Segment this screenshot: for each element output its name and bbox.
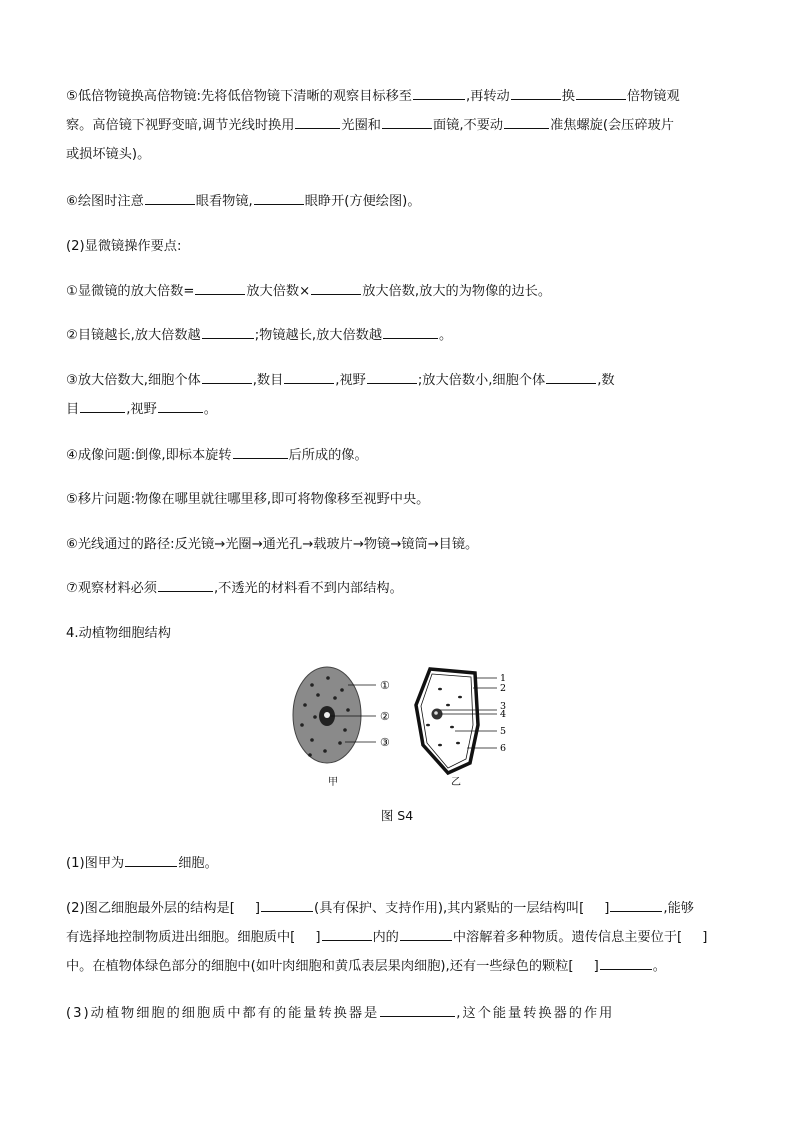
text: 中。在植物体绿色部分的细胞中(如叶肉细胞和黄瓜表层果肉细胞),还有一些绿色的颗粒[ [66, 959, 574, 974]
question-3 [66, 999, 730, 1028]
answer-blank[interactable] [400, 925, 452, 941]
question-2 [66, 894, 730, 981]
answer-blank[interactable] [600, 954, 652, 970]
answer-blank[interactable] [504, 113, 549, 129]
paragraph-imaging [66, 441, 730, 470]
text: (3)动植物细胞的细胞质中都有的能量转换器是 [66, 1006, 380, 1021]
text: ;物镜越长,放大倍数越 [254, 328, 383, 343]
text: ⑥绘图时注意 [66, 194, 144, 209]
text: ] [315, 930, 321, 945]
label-num-5: 5 [500, 726, 507, 737]
answer-blank[interactable] [254, 189, 304, 205]
text: 后所成的像。 [288, 448, 368, 463]
section-heading-microscope-points: (2)显微镜操作要点: [66, 239, 182, 254]
text: 眼睁开(方便绘图)。 [304, 194, 421, 209]
label-mark-3: ③ [380, 736, 390, 749]
answer-blank[interactable] [158, 576, 213, 592]
nucleolus [324, 712, 330, 718]
label-jia: 甲 [328, 777, 338, 788]
text: ] [604, 901, 610, 916]
text: 中溶解着多种物质。遗传信息主要位于[ [452, 930, 683, 945]
text: 面镜,不要动 [432, 118, 504, 133]
paragraph-light-path: ⑥光线通过的路径:反光镜→光圈→通光孔→载玻片→物镜→镜筒→目镜。 [66, 537, 479, 552]
answer-blank[interactable] [195, 279, 245, 295]
text: ,数目 [252, 373, 284, 388]
question-1 [66, 849, 730, 878]
text: 察。高倍镜下视野变暗,调节光线时换用 [66, 118, 295, 133]
answer-blank[interactable] [383, 323, 438, 339]
answer-blank[interactable] [80, 397, 125, 413]
cell-structure-figure [290, 665, 520, 790]
text: ;放大倍数小,细胞个体 [417, 373, 546, 388]
paragraph-magnification [66, 277, 730, 306]
text: 或损坏镜头)。 [66, 147, 151, 162]
answer-blank[interactable] [511, 84, 561, 100]
text: 。 [652, 959, 666, 974]
answer-blank[interactable] [202, 368, 252, 384]
text: 。 [203, 402, 217, 417]
text: ] [593, 959, 599, 974]
label-num-1: 1 [500, 673, 507, 684]
figure-caption: 图 S4 [380, 808, 414, 823]
paragraph-lens-length [66, 321, 730, 350]
text: ⑦观察材料必须 [66, 581, 157, 596]
answer-blank[interactable] [367, 368, 417, 384]
paragraph-material [66, 574, 730, 603]
text: (1)图甲为 [66, 856, 125, 871]
answer-blank[interactable] [284, 368, 334, 384]
text: 内的 [372, 930, 399, 945]
text: 倍物镜观 [626, 89, 680, 104]
label-mark-2: ② [380, 710, 390, 723]
answer-blank[interactable] [145, 189, 195, 205]
text: ,再转动 [465, 89, 510, 104]
text: 放大倍数× [246, 284, 311, 299]
text: ④成像问题:倒像,即标本旋转 [66, 448, 232, 463]
text: ⑤低倍物镜换高倍物镜:先将低倍物镜下清晰的观察目标移至 [66, 89, 412, 104]
text: 放大倍数,放大的为物像的边长。 [362, 284, 552, 299]
text: ] [702, 930, 708, 945]
paragraph-high-power-switch [66, 82, 730, 169]
label-num-6: 6 [500, 743, 507, 754]
text: ③放大倍数大,细胞个体 [66, 373, 201, 388]
answer-blank[interactable] [233, 443, 288, 459]
label-mark-1: ① [380, 679, 390, 692]
answer-blank[interactable] [413, 84, 465, 100]
answer-blank[interactable] [125, 851, 177, 867]
answer-blank[interactable] [382, 113, 432, 129]
text: ,这个能量转换器的作用 [456, 1006, 615, 1021]
answer-blank[interactable] [610, 896, 662, 912]
text: (2)图乙细胞最外层的结构是[ [66, 901, 235, 916]
text: (具有保护、支持作用),其内紧贴的一层结构叫[ [314, 901, 585, 916]
answer-blank[interactable] [380, 1001, 455, 1017]
text: ,不透光的材料看不到内部结构。 [213, 581, 403, 596]
label-num-3: 3 [500, 701, 507, 712]
answer-blank[interactable] [295, 113, 340, 129]
text: 眼看物镜, [195, 194, 253, 209]
label-num-4: 4 [500, 709, 507, 720]
text: ,能够 [663, 901, 694, 916]
text: ②目镜越长,放大倍数越 [66, 328, 201, 343]
answer-blank[interactable] [576, 84, 626, 100]
text: ,视野 [126, 402, 157, 417]
label-yi: 乙 [451, 777, 461, 788]
label-num-2: 2 [500, 683, 507, 694]
text: 换 [561, 89, 575, 104]
text: 细胞。 [178, 856, 218, 871]
text: ,数 [597, 373, 615, 388]
answer-blank[interactable] [202, 323, 254, 339]
answer-blank[interactable] [158, 397, 203, 413]
answer-blank[interactable] [261, 896, 313, 912]
answer-blank[interactable] [311, 279, 361, 295]
text: ] [254, 901, 261, 916]
text: 光圈和 [341, 118, 381, 133]
text: 准焦螺旋(会压碎玻片 [550, 118, 674, 133]
text: ,视野 [335, 373, 366, 388]
answer-blank[interactable] [546, 368, 596, 384]
paragraph-field-of-view [66, 366, 730, 424]
text: 。 [439, 328, 453, 343]
answer-blank[interactable] [322, 925, 372, 941]
paragraph-drawing-note [66, 187, 730, 216]
text: 目 [66, 402, 80, 417]
section-heading-cell-structure: 4.动植物细胞结构 [66, 626, 171, 641]
text: ①显微镜的放大倍数= [66, 284, 195, 299]
text: 有选择地控制物质进出细胞。细胞质中[ [66, 930, 296, 945]
paragraph-moving-slide: ⑤移片问题:物像在哪里就往哪里移,即可将物像移至视野中央。 [66, 492, 430, 507]
